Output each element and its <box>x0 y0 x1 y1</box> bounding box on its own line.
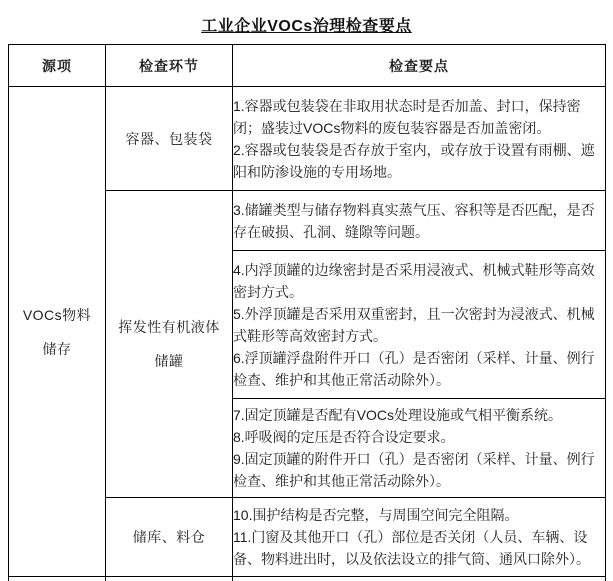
stage-cell-containers: 容器、包装袋 <box>106 87 233 191</box>
point-item-11: 11.门窗及其他开口（孔）部位是否关闭（人员、车辆、设备、物料进出时，以及依法设立的排气筒、通风口除外）。 <box>233 529 590 567</box>
column-header-source: 源项 <box>9 45 106 87</box>
points-cell-floating-roof <box>233 251 606 399</box>
point-item-5: 5.外浮顶罐是否采用双重密封，且一次密封为浸液式、机械式鞋形等高效密封方式。 <box>233 305 595 344</box>
point-item-9: 9.固定顶罐的附件开口（孔）是否密闭（采样、计量、例行检查、维护和其他正常活动除外）。 <box>233 451 595 489</box>
stage-cell-warehouse: 储库、料仓 <box>106 498 233 577</box>
point-item-7: 7.固定顶罐是否配有VOCs处理设施或气相平衡系统。 <box>233 407 563 423</box>
stage-tanks-line2: 储罐 <box>154 353 184 369</box>
points-cell-containers <box>233 87 606 191</box>
cutoff-cell-source <box>9 577 106 581</box>
column-header-stage: 检查环节 <box>106 45 233 87</box>
point-item-8: 8.呼吸阀的定压是否符合设定要求。 <box>233 429 455 445</box>
cutoff-cell-points <box>233 577 606 581</box>
points-cell-fixed-roof <box>233 399 606 498</box>
source-item-line1: VOCs物料 <box>22 306 92 323</box>
source-item-line2: 储存 <box>42 340 72 357</box>
table-row-cutoff <box>9 577 606 581</box>
point-item-6: 6.浮顶罐浮盘附件开口（孔）是否密闭（采样、计量、例行检查、维护和其他正常活动除外）。 <box>233 349 595 388</box>
points-cell-warehouse <box>233 498 606 577</box>
point-item-10: 10.围护结构是否完整，与周围空间完全阻隔。 <box>233 507 519 523</box>
point-item-4: 4.内浮顶罐的边缘密封是否采用浸液式、机械式鞋形等高效密封方式。 <box>233 261 595 300</box>
inspection-table <box>8 44 606 581</box>
table-row <box>9 87 606 191</box>
points-cell-tank-type <box>233 191 606 251</box>
cutoff-cell-stage <box>106 577 233 581</box>
stage-tanks-line1: 挥发性有机液体 <box>118 319 220 335</box>
point-item-1: 1.容器或包装袋在非取用状态时是否加盖、封口，保持密闭；盛装过VOCs物料的废包装容器是否加盖密闭。 <box>233 97 581 136</box>
point-item-3: 3.储罐类型与储存物料真实蒸气压、容积等是否匹配，是否存在破损、孔洞、缝隙等问题。 <box>233 201 595 240</box>
source-item-cell <box>9 87 106 577</box>
column-header-points: 检查要点 <box>233 45 606 87</box>
header-row <box>9 45 606 87</box>
point-item-2: 2.容器或包装袋是否存放于室内，或存放于设置有雨棚、遮阳和防渗设施的专用场地。 <box>233 141 595 180</box>
page-title: 工业企业VOCs治理检查要点 <box>201 18 412 35</box>
stage-cell-tanks <box>106 191 233 498</box>
